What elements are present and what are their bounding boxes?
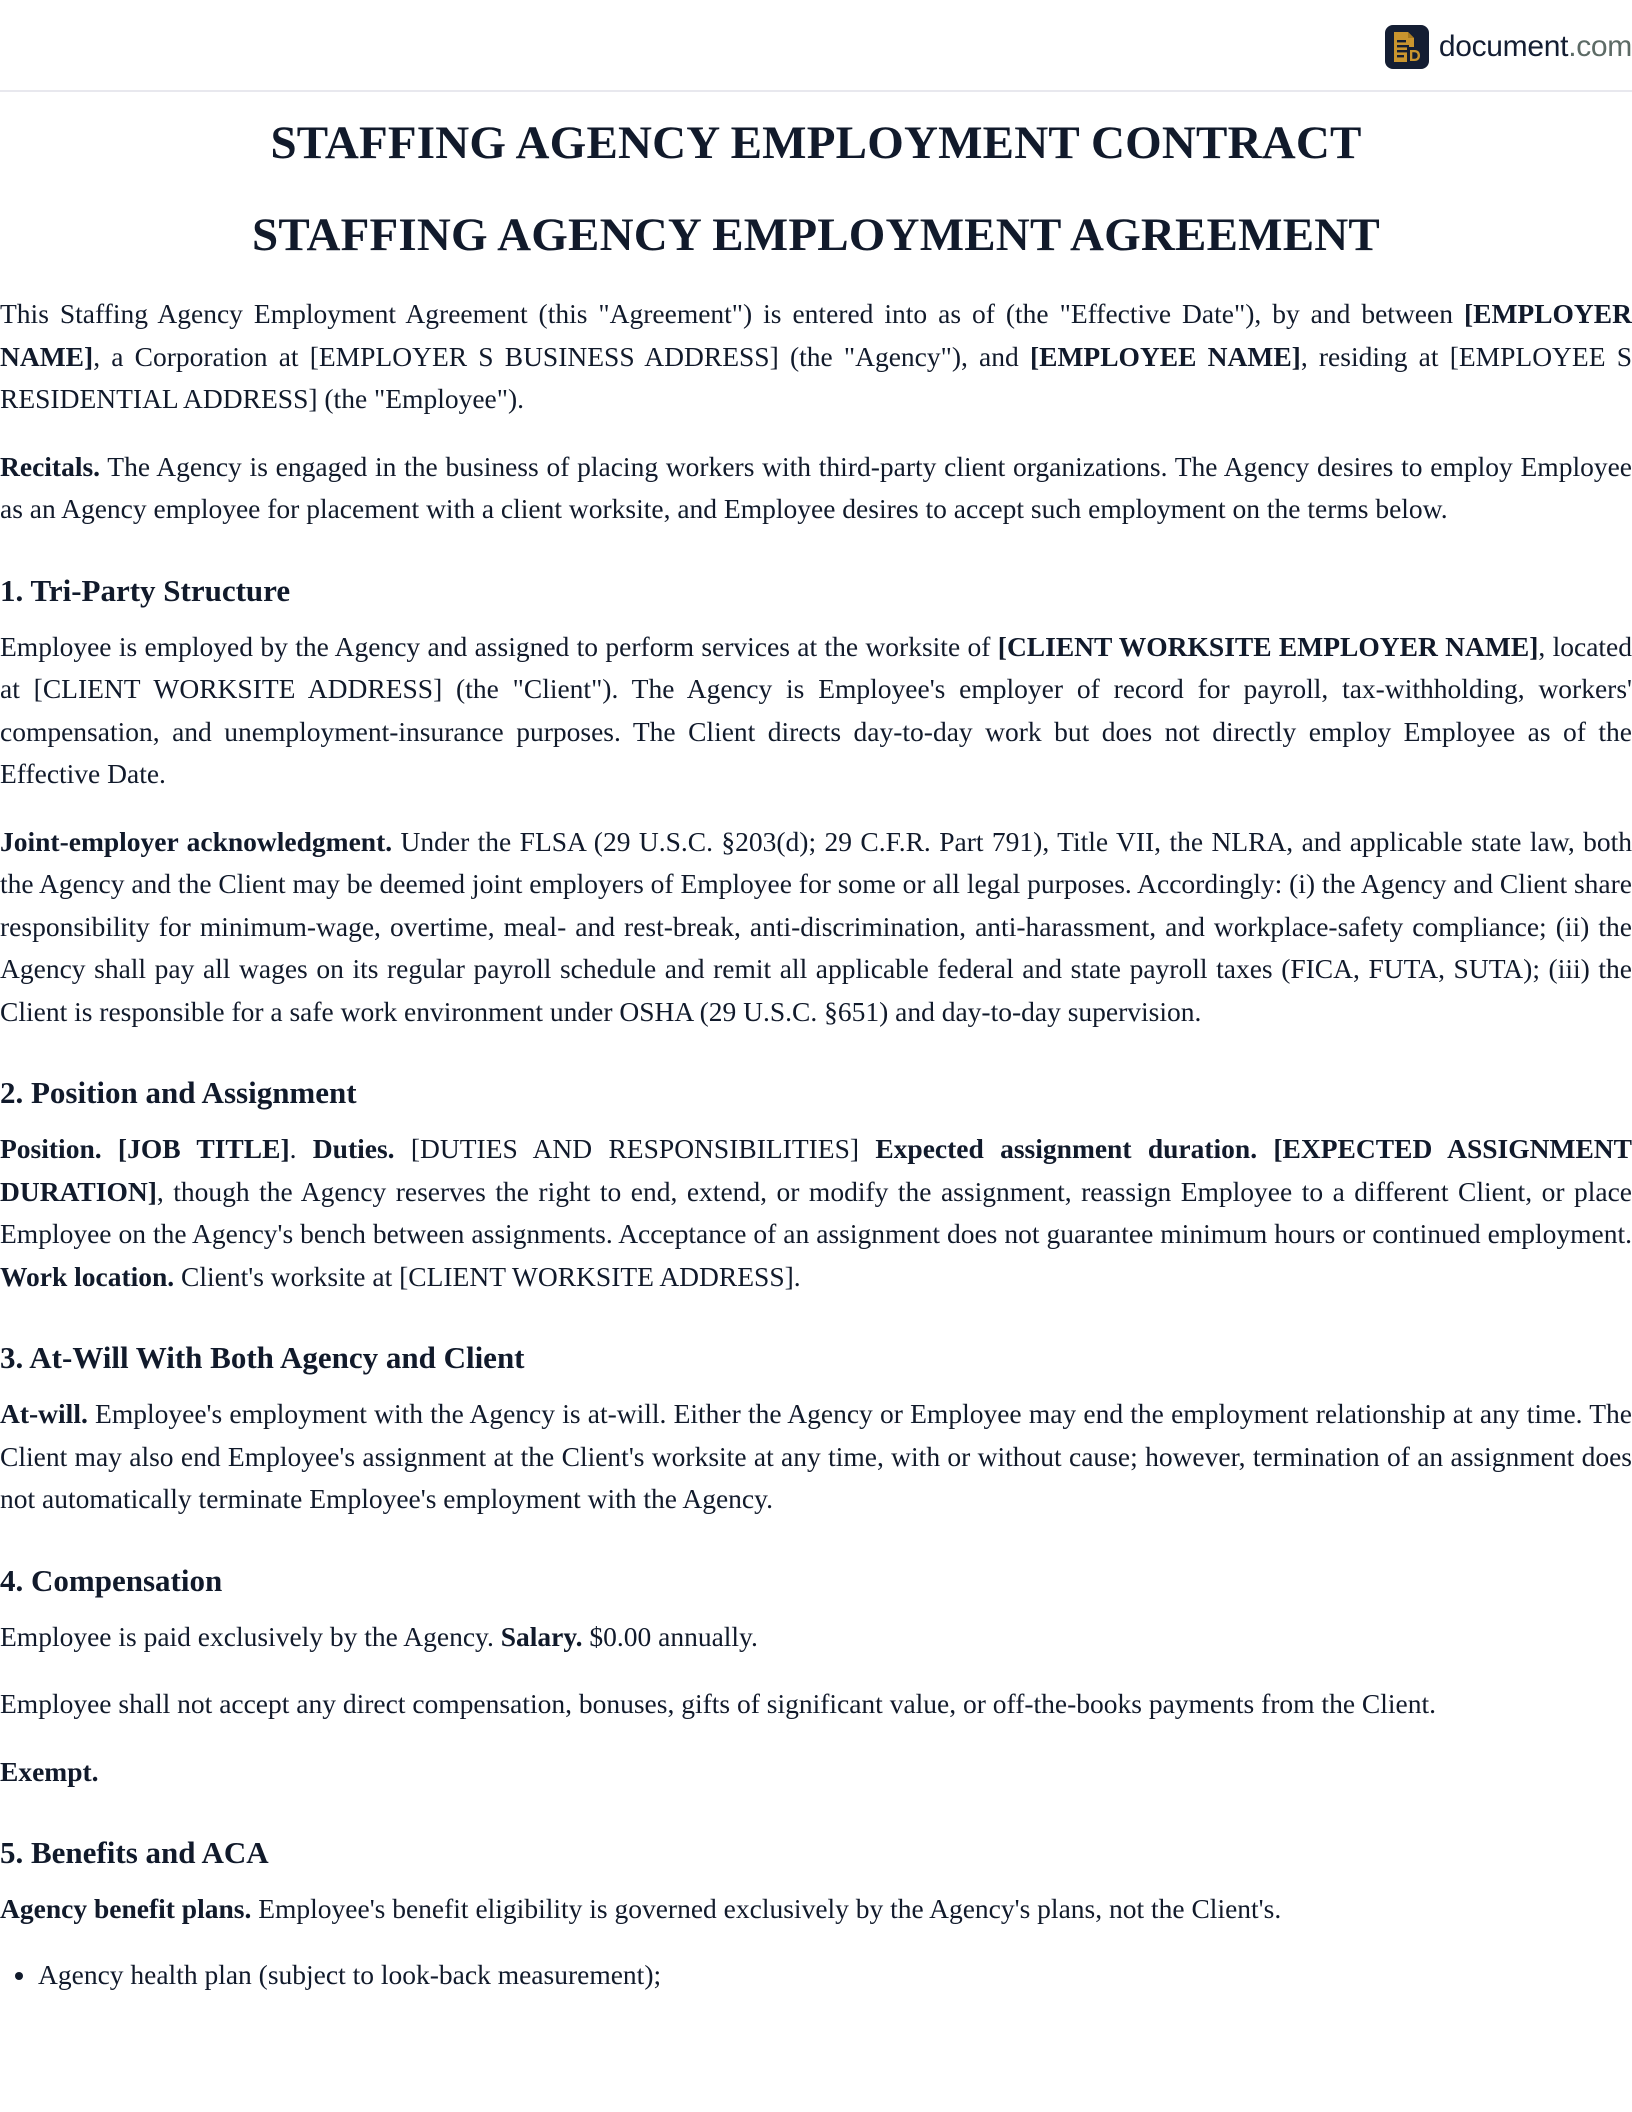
s1-text-1: Employee is employed by the Agency and assigned to perform services at the worksite of: [0, 630, 998, 662]
duration-label: Expected assignment duration. [EXPECTED ASSIGNMENT DURATION]: [0, 1133, 1632, 1207]
duration-text: , though the Agency reserves the right to end, extend, or modify the assignment, reassign Employee to a different Client, or place Employee on the Agency's bench between assignments. Acceptance of an assignment does not guarantee minimum hours or continued employment.: [0, 1175, 1632, 1249]
section-5-paragraph: [0, 1888, 1632, 1931]
at-will-text: Employee's employment with the Agency is at-will. Either the Agency or Employee may end the employment relationship at any time. The Client may also end Employee's assignment at the Client's worksite at any time, with or without cause; however, termination of an assignment does not automatically terminate Employee's employment with the Agency.: [0, 1398, 1632, 1514]
section-2-heading: 2. Position and Assignment: [0, 1075, 357, 1110]
top-bar: [0, 0, 1632, 92]
work-location-text: Client's worksite at [CLIENT WORKSITE ADDRESS].: [174, 1260, 801, 1292]
at-will-label: At-will.: [0, 1398, 88, 1429]
duties-placeholder: [DUTIES AND RESPONSIBILITIES]: [394, 1133, 876, 1164]
document-logo-icon: [1385, 25, 1429, 69]
intro-text-1: This Staffing Agency Employment Agreement (this "Agreement") is entered into as of (the "Effective Date"), by and between: [0, 298, 1464, 329]
brand-tld: .com: [1568, 30, 1632, 63]
recitals-paragraph: [0, 446, 1632, 531]
s4-text-1: Employee is paid exclusively by the Agency.: [0, 1620, 501, 1652]
client-name-placeholder: [CLIENT WORKSITE EMPLOYER NAME]: [997, 630, 1539, 662]
section-4-paragraph-1: [0, 1616, 1632, 1659]
document-body: [0, 92, 1632, 1996]
recitals-text: The Agency is engaged in the business of placing workers with third-party client organizations. The Agency desires to employ Employee as an Agency employee for placement with a client worksite, and Employee desires to accept such employment on the terms below.: [0, 450, 1632, 524]
s2-separator: .: [289, 1133, 313, 1164]
section-2-paragraph: [0, 1128, 1632, 1298]
position-label: Position.: [0, 1133, 102, 1164]
document-subtitle: STAFFING AGENCY EMPLOYMENT AGREEMENT: [252, 209, 1380, 261]
benefits-list: [0, 1954, 1632, 1996]
duties-label: Duties.: [312, 1133, 395, 1164]
section-1-paragraph-2: [0, 821, 1632, 1034]
section-1-heading: 1. Tri-Party Structure: [0, 572, 291, 608]
intro-paragraph: [0, 293, 1632, 421]
section-4-paragraph-2: Employee shall not accept any direct compensation, bonuses, gifts of significant value, or off-the-books payments from the Client.: [0, 1688, 1437, 1719]
section-4-paragraph-3: [0, 1751, 1632, 1794]
recitals-label: Recitals.: [0, 450, 101, 482]
brand-name-text: document: [1438, 30, 1569, 63]
exempt-label: Exempt.: [0, 1755, 99, 1787]
section-5-heading: 5. Benefits and ACA: [0, 1835, 269, 1870]
salary-label: Salary.: [500, 1620, 583, 1652]
brand-logo-link[interactable]: [1385, 25, 1632, 69]
s1-text-2: , located at [CLIENT WORKSITE ADDRESS] (the "Client"). The Agency is Employee's employer of record for payroll, tax-withholding, workers' compensation, and unemployment-insurance purposes. The Client directs day-to-day work but does not directly employ Employee as of the Effective Date.: [0, 630, 1632, 789]
benefit-plans-label: Agency benefit plans.: [0, 1893, 252, 1924]
job-title-placeholder: [JOB TITLE]: [101, 1133, 290, 1164]
employee-name-placeholder: [EMPLOYEE NAME]: [1029, 340, 1301, 372]
brand-name: [1439, 30, 1632, 64]
employer-name-placeholder: [EMPLOYER NAME]: [0, 298, 1632, 372]
salary-value: $0.00 annually.: [582, 1620, 758, 1652]
section-1-paragraph-1: [0, 626, 1632, 796]
joint-employer-text: Under the FLSA (29 U.S.C. §203(d); 29 C.F.R. Part 791), Title VII, the NLRA, and applicable state law, both the Agency and the Client may be deemed joint employers of Employee for some or all legal purposes. Accordingly: (i) the Agency and Client share responsibility for minimum-wage, overtime, meal- and rest-break, anti-discrimination, anti-harassment, and workplace-safety compliance; (ii) the Agency shall pay all wages on its regular payroll schedule and remit all applicable federal and state payroll taxes (FICA, FUTA, SUTA); (iii) the Client is responsible for a safe work environment under OSHA (29 U.S.C. §651) and day-to-day supervision.: [0, 825, 1632, 1027]
section-3-heading: 3. At-Will With Both Agency and Client: [0, 1340, 525, 1375]
intro-text-3: , residing at [EMPLOYEE S RESIDENTIAL ADDRESS] (the "Employee").: [0, 340, 1632, 414]
intro-text-2: , a Corporation at [EMPLOYER S BUSINESS ADDRESS] (the "Agency"), and: [93, 340, 1030, 372]
section-4-heading: 4. Compensation: [0, 1562, 223, 1598]
list-item: • Agency health plan (subject to look-back measurement);: [38, 1954, 1632, 1996]
joint-employer-label: Joint-employer acknowledgment.: [0, 825, 393, 857]
document-title: STAFFING AGENCY EMPLOYMENT CONTRACT: [270, 117, 1362, 169]
section-3-paragraph: [0, 1393, 1632, 1521]
benefit-plans-text: Employee's benefit eligibility is governed exclusively by the Agency's plans, not the Client's.: [251, 1893, 1282, 1924]
work-location-label: Work location.: [0, 1260, 175, 1292]
